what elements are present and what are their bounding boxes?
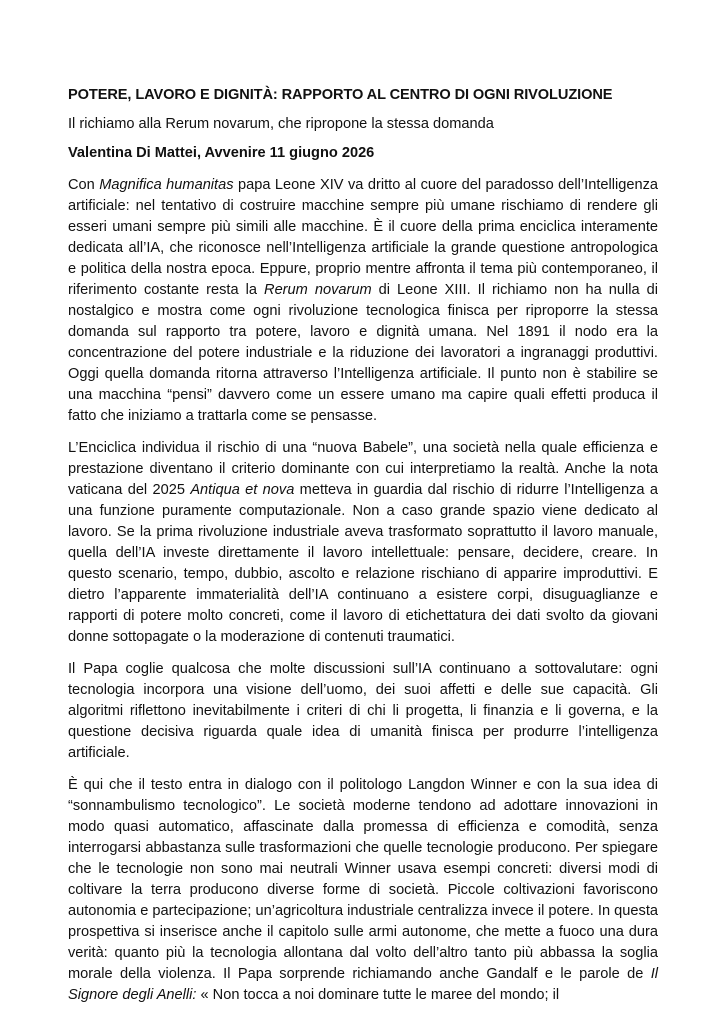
article-body <box>68 175 658 1006</box>
paragraph-text: Il Papa coglie qualcosa che molte discussioni sull’IA continuano a sottovalutare: ogni tecnologia incorpora una visione dell’uomo, dei suoi affetti e delle sue capacità. Gli algoritmi riflettono inevitabilmente i criteri di chi li progetta, li finanzia e li governa, e la questione decisiva riguarda quale idea di umanità finisca per produrre l’intelligenza artificiale. <box>68 661 658 761</box>
article <box>68 86 658 1006</box>
paragraph-text: papa Leone XIV va dritto al cuore del paradosso dell’Intelligenza artificiale: nel tentativo di costruire macchine sempre più umane rischiamo di rendere gli esseri umani sempre più simili alle macchine. È il cuore della prima enciclica interamente dedicata all’IA, che riconosce nell’Intelligenza artificiale la grande questione antropologica e politica della nostra epoca. Eppure, proprio mentre affronta il tema più contemporaneo, il riferimento costante resta la <box>68 177 658 298</box>
paragraph-text: di Leone XIII. Il richiamo non ha nulla di nostalgico e mostra come ogni rivoluzione tecnologica finisca per riproporre la stessa domanda sul rapporto tra potere, lavoro e dignità umana. Nel 1891 il nodo era la concentrazione del potere industriale e la riduzione dei lavoratori a ingranaggi produttivi. Oggi quella domanda ritorna attraverso l’Intelligenza artificiale. Il punto non è stabilire se una macchina “pensi” davvero come un essere umano ma capire quali effetti produca il fatto che iniziamo a trattarla come se pensasse. <box>68 282 659 424</box>
italic-title: Antiqua et nova <box>190 482 295 498</box>
article-paragraph <box>68 775 658 1006</box>
paragraph-text: Con <box>68 177 100 193</box>
article-paragraph <box>68 659 658 764</box>
article-paragraph <box>68 175 658 427</box>
article-subtitle: Il richiamo alla Rerum novarum, che ripropone la stessa domanda <box>68 116 494 132</box>
article-headline: POTERE, LAVORO E DIGNITÀ: RAPPORTO AL CENTRO DI OGNI RIVOLUZIONE <box>68 87 613 103</box>
paragraph-text: L’Enciclica individua il rischio di una “nuova Babele”, una società nella quale efficienza e prestazione diventano il criterio dominante con cui interpretiamo la realtà. Anche la nota vaticana del 2025 <box>68 440 658 498</box>
paragraph-text: metteva in guardia dal rischio di ridurre l’Intelligenza a una funzione puramente computazionale. Non a caso grande spazio viene dedicato al lavoro. Se la prima rivoluzione industriale aveva trasformato soprattutto il lavoro manuale, quella dell’IA investe direttamente il lavoro intellettuale: pensare, decidere, creare. In questo scenario, tempo, dubbio, ascolto e relazione rischiano di apparire improduttivi. E dietro l’apparente immaterialità dell’IA continuano a esistere corpi, disuguaglianze e rapporti di potere molto concreti, come il lavoro di etichettatura dei dati svolto da giovani donne sottopagate o la moderazione di contenuti traumatici. <box>68 482 658 645</box>
paragraph-text: È qui che il testo entra in dialogo con il politologo Langdon Winner e con la sua idea di “sonnambulismo tecnologico”. Le società moderne tendono ad adottare innovazioni in modo quasi automatico, affascinate dalla promessa di efficienza e comodità, senza interrogarsi abbastanza sulle trasformazioni che quelle tecnologie producono. Per spiegare che le tecnologie non sono mai neutrali Winner usava esempi concreti: diversi modi di coltivare la terra producono diverse forme di società. Piccole coltivazioni favoriscono autonomia e partecipazione; un’agricoltura industriale centralizza invece il potere. In questa prospettiva si inserisce anche il capitolo sulle armi autonome, che mette a fuoco una dura verità: quanto più la tecnologia allontana dal volto dell’altro tanto più abbassa la soglia morale della violenza. Il Papa sorprende richiamando anche Gandalf e le parole de <box>68 777 658 982</box>
italic-title: Magnifica humanitas <box>99 177 234 193</box>
italic-title: Rerum novarum <box>264 282 372 298</box>
paragraph-text: « Non tocca a noi dominare tutte le maree del mondo; il <box>196 987 560 1003</box>
italic-title: Il Signore degli Anelli: <box>68 966 658 1003</box>
article-byline: Valentina Di Mattei, Avvenire 11 giugno 2026 <box>68 145 375 161</box>
article-paragraph <box>68 438 658 648</box>
